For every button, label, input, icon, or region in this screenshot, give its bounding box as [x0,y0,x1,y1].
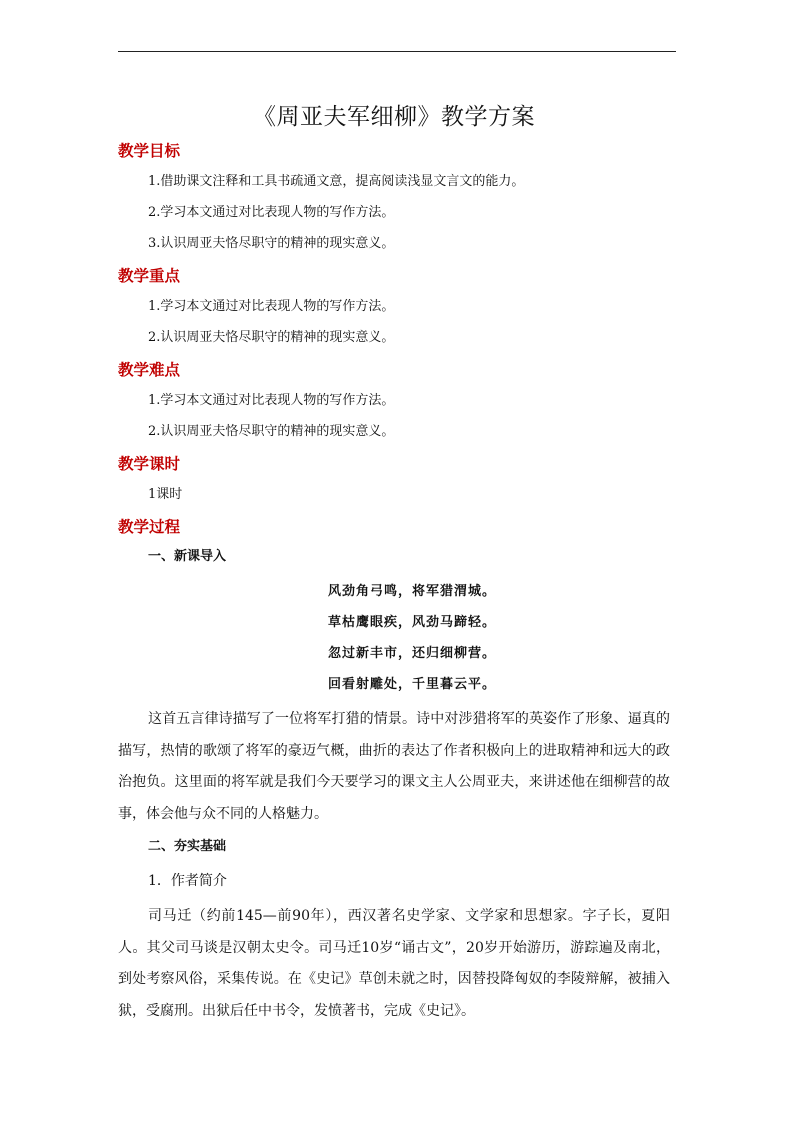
author-intro-paragraph: 司马迁（约前145—前90年），西汉著名史学家、文学家和思想家。字子长，夏阳人。其父司马谈是汉朝太史令。司马迁10岁“诵古文”，20岁开始游历，游踪遍及南北，到处考察风俗，采集传说。在《史记》草创未就之时，因替投降匈奴的李陵辩解，被捕入狱，受腐刑。出狱后任中书令，发愤著书，完成《史记》。 [118,908,670,1019]
section-heading-process: 教学过程 [118,518,181,536]
difficulty-item: 1.学习本文通过对比表现人物的写作方法。 [148,393,395,408]
goal-item: 3.认识周亚夫恪尽职守的精神的现实意义。 [148,236,395,251]
poem-line: 忽过新丰市，还归细柳营。 [328,646,497,661]
goal-item: 1.借助课文注释和工具书疏通文意，提高阅读浅显文言文的能力。 [148,174,525,189]
section-heading-difficulties: 教学难点 [118,361,181,379]
intro-paragraph: 这首五言律诗描写了一位将军打猎的情景。诗中对涉猎将军的英姿作了形象、逼真的描写，热情的歌颂了将军的豪迈气概，曲折的表达了作者积极向上的进取精神和远大的政治抱负。这里面的将军就是我们今天要学习的课文主人公周亚夫，来讲述他在细柳营的故事，体会他与众不同的人格魅力。 [118,711,670,822]
hours-value: 1课时 [148,487,183,502]
section-heading-hours: 教学课时 [118,455,181,473]
process-part2-title: 二、夯实基础 [148,839,227,854]
author-intro-title: 1．作者简介 [148,873,227,889]
poem-line: 草枯鹰眼疾，风劲马蹄轻。 [328,615,497,630]
key-point-item: 2.认识周亚夫恪尽职守的精神的现实意义。 [148,330,395,345]
process-part1-title: 一、新课导入 [148,549,227,564]
poem-line: 风劲角弓鸣，将军猎渭城。 [328,584,497,599]
goal-item: 2.学习本文通过对比表现人物的写作方法。 [148,205,395,220]
header-rule [118,51,676,52]
document-body [118,100,670,1029]
document-title: 《周亚夫军细柳》教学方案 [253,104,535,130]
key-point-item: 1.学习本文通过对比表现人物的写作方法。 [148,299,395,314]
section-heading-key-points: 教学重点 [118,267,181,285]
difficulty-item: 2.认识周亚夫恪尽职守的精神的现实意义。 [148,424,395,439]
poem-line: 回看射雕处，千里暮云平。 [328,677,497,692]
section-heading-goals: 教学目标 [118,142,181,160]
